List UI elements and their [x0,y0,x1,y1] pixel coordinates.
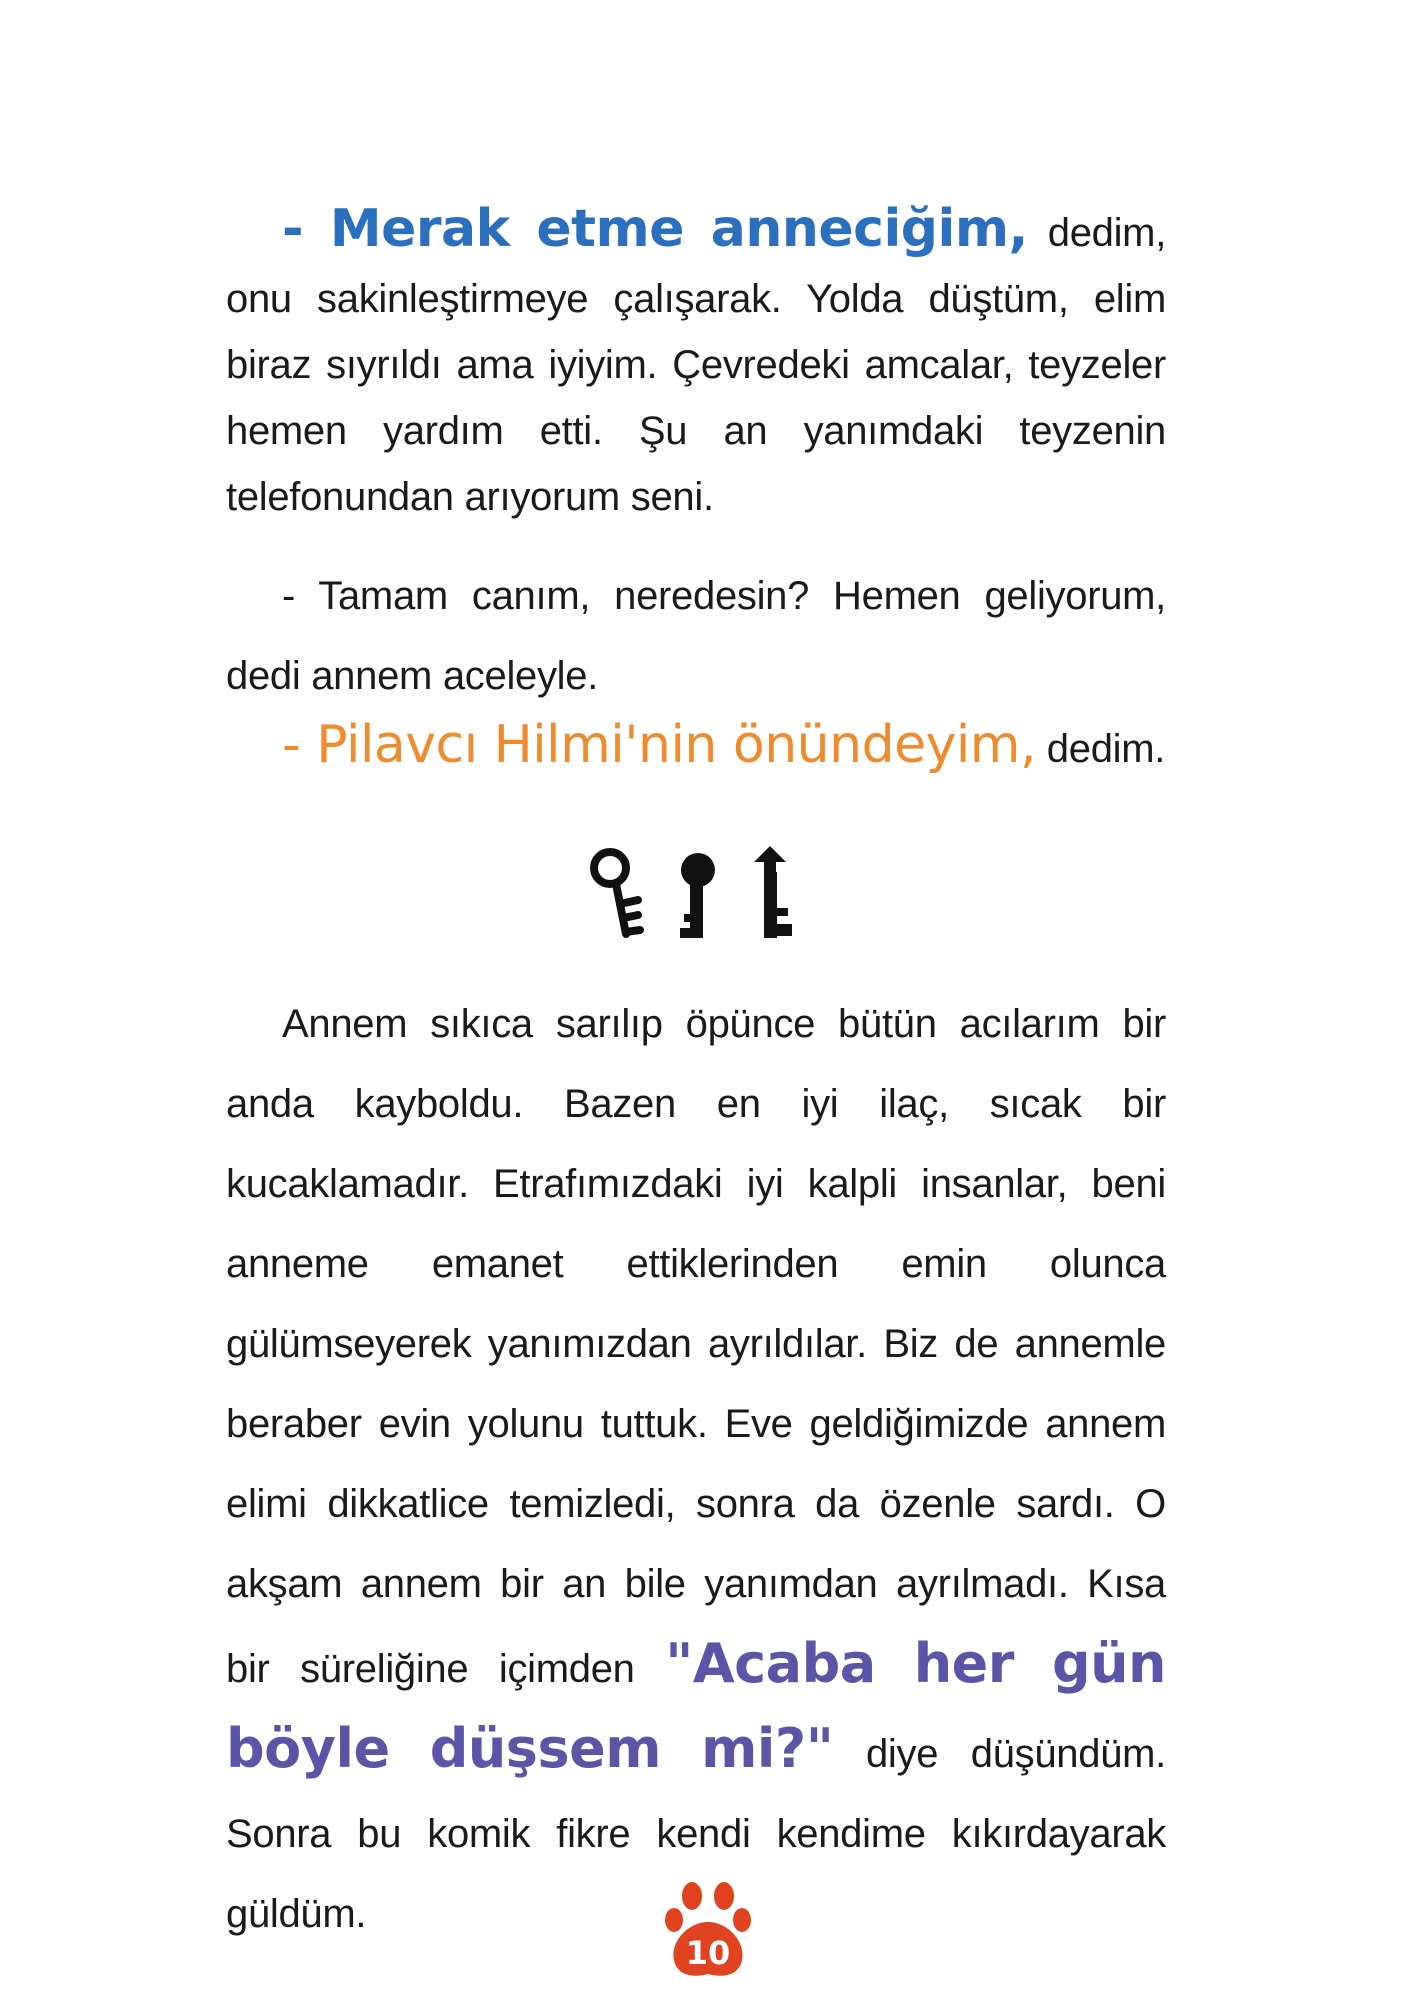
paragraph-text: - Tamam canım, neredesin? Hemen geliyorum, dedi annem aceleyle. [226,574,1166,698]
key-icon [680,853,715,938]
paragraph-3 [226,712,1166,782]
three-keys-icon [580,840,820,950]
dialogue-highlight-blue: - Merak etme anneciğim, [282,199,1028,259]
paragraph-1 [226,196,1166,530]
paragraph-2 [226,556,1166,716]
key-icon [594,852,640,934]
paragraph-text: Annem sıkıca sarılıp öpünce bütün acılarım bir anda kayboldu. Bazen en iyi ilaç, sıcak bir kucaklamadır. Etrafımızdaki iyi kalpli insanlar, beni anneme emanet ettiklerinden emin olunca gülümseyerek yanımızdan ayrıldılar. Biz de annemle beraber evin yolunu tuttuk. Eve geldiğimizde annem elimi dikkatlice temizledi, sonra da özenle sardı. O akşam annem bir an bile yanımdan ayrılmadı. Kısa bir süreliğine içimden [226,1002,1166,1691]
paragraph-text: diye düşündüm. Sonra bu komik fikre kendi kendime kıkırdayarak güldüm. [226,1732,1166,1936]
page-number: 10 [685,1934,731,1972]
thought-highlight-purple: "Acaba her gün böyle düşsem mi?" [226,1632,1166,1780]
paragraph-text: dedim. [1035,727,1166,771]
paragraph-4 [226,984,1166,1954]
page-number-badge [662,1880,754,1980]
key-icon [754,846,792,938]
dialogue-highlight-orange: - Pilavcı Hilmi'nin önündeyim, [282,715,1036,775]
paragraph-text: dedim, onu sakinleştirmeye çalışarak. Yolda düştüm, elim biraz sıyrıldı ama iyiyim. Çevredeki amcalar, teyzeler hemen yardım etti. Şu an yanımdaki teyzenin telefonundan arıyorum seni. [226,211,1167,519]
